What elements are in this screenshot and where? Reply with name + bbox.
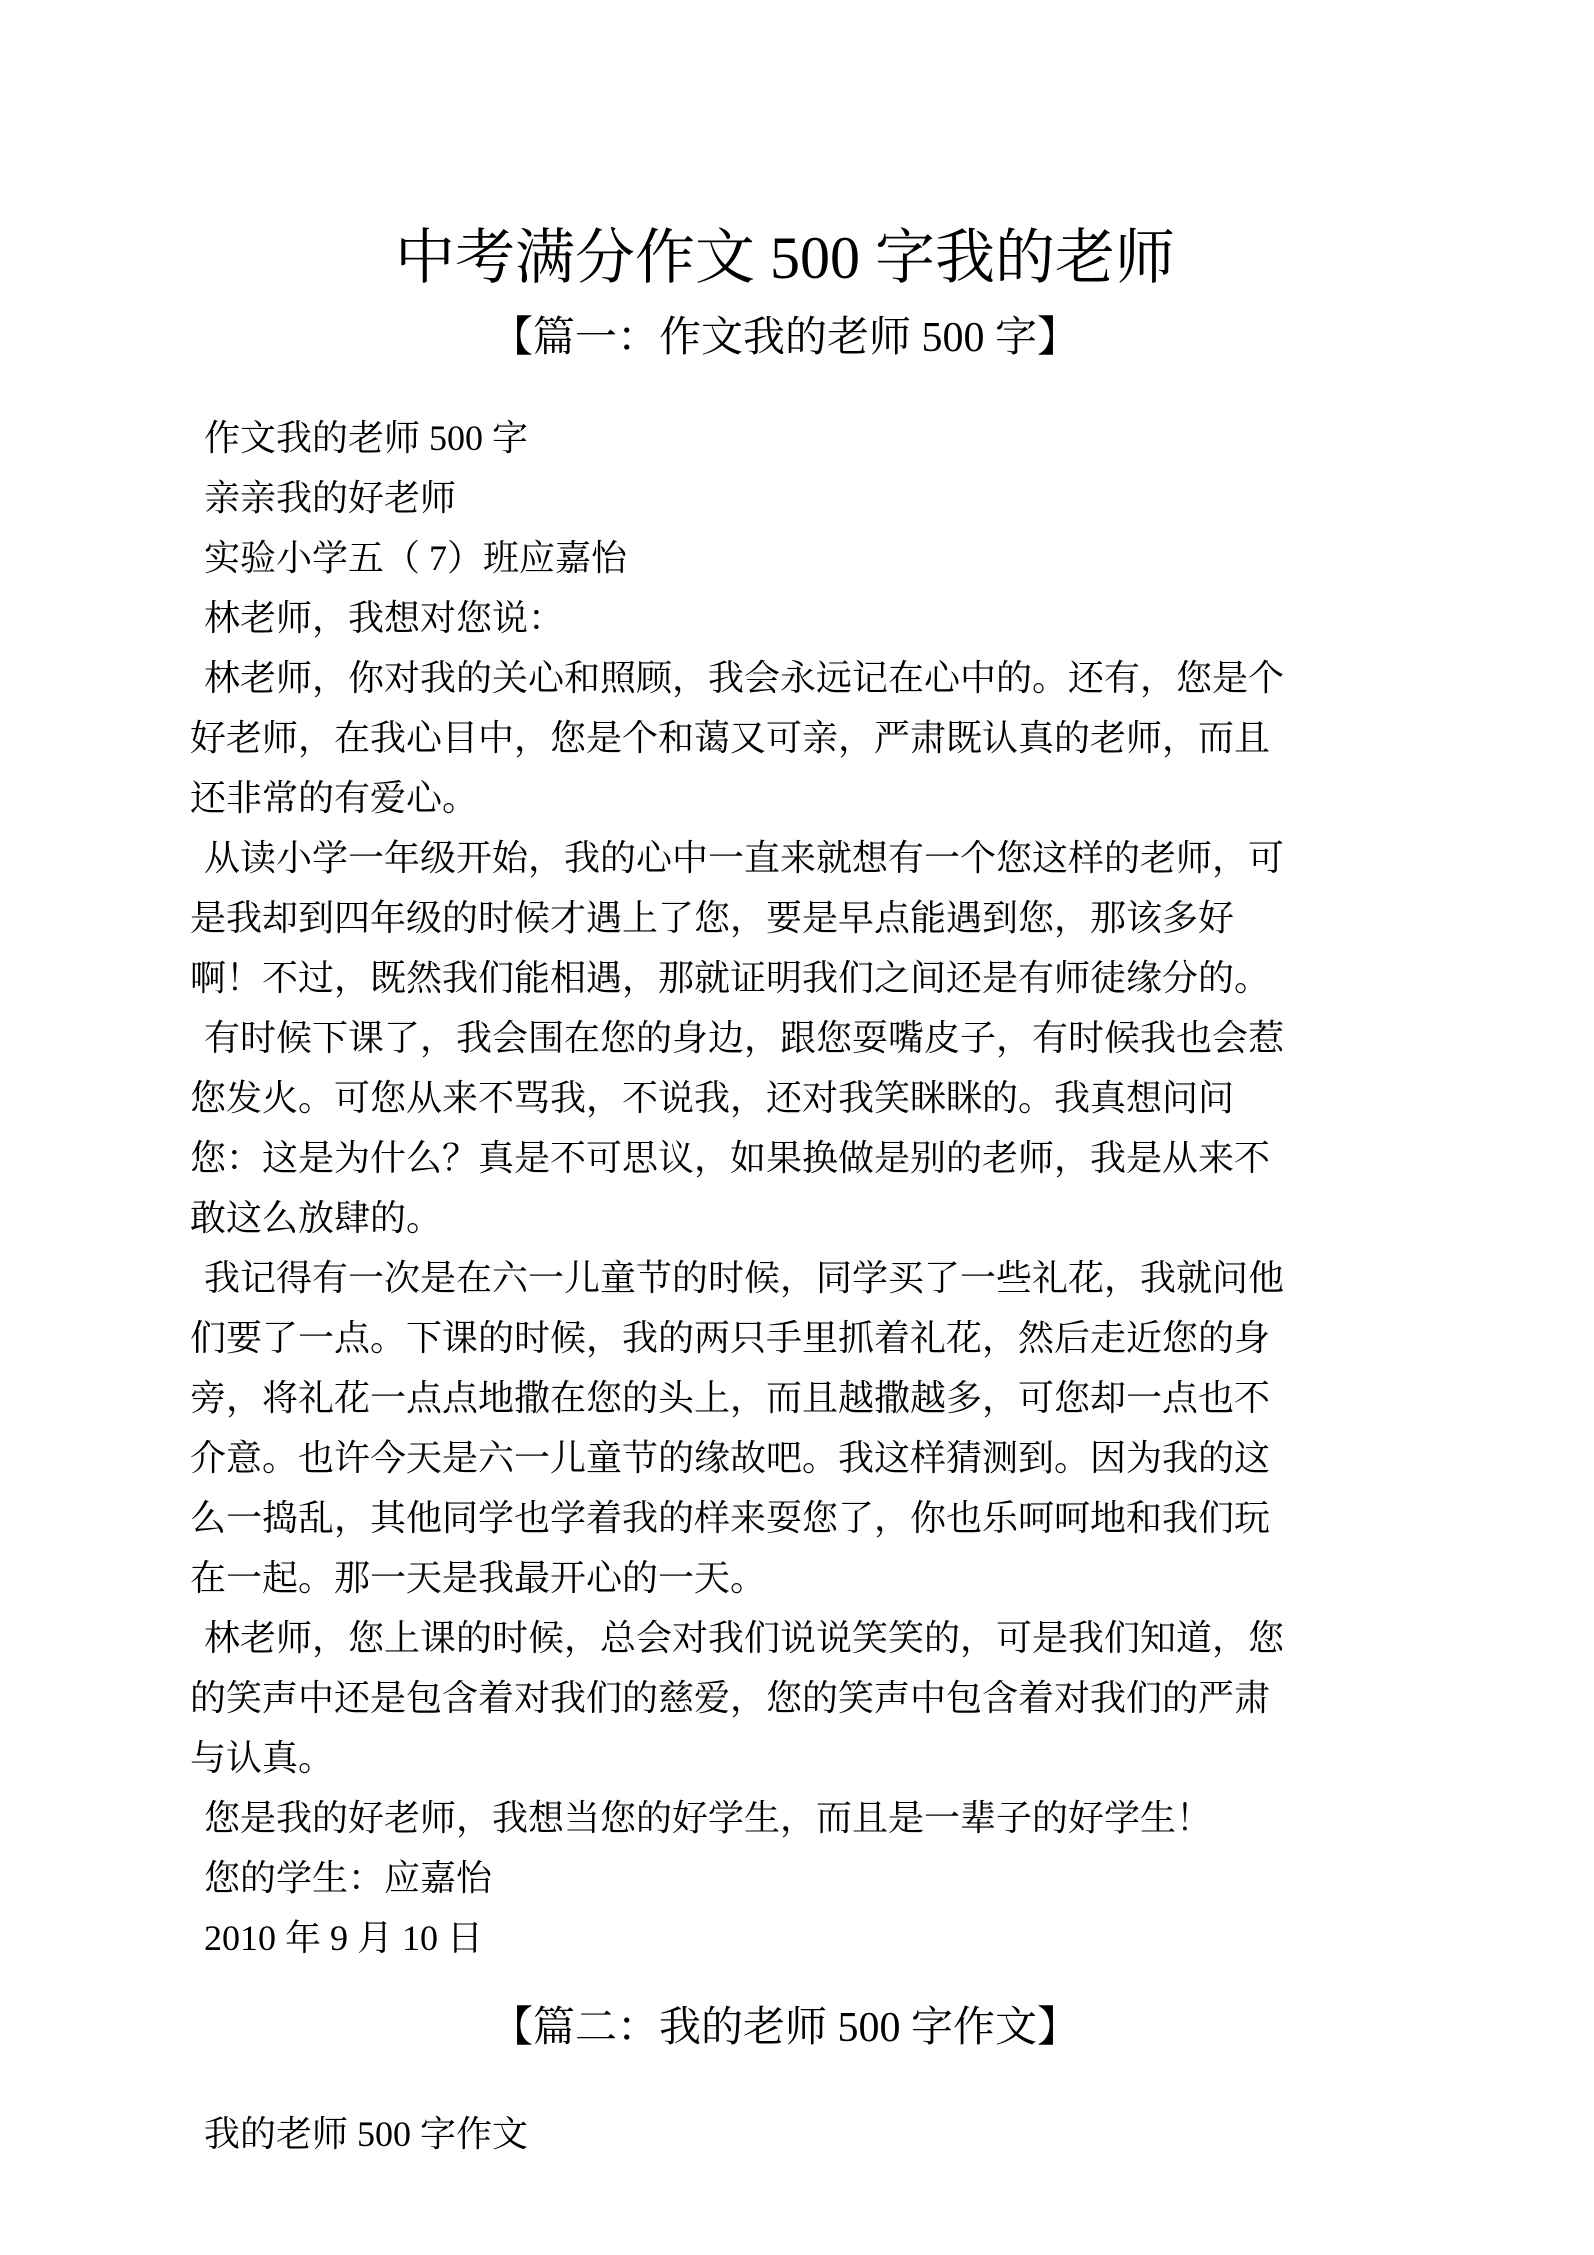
paragraph: 林老师，您上课的时候，总会对我们说说笑笑的，可是我们知道，您的笑声中还是包含着对我们的慈爱，您的笑声中包含着对我们的严肃与认真。 [190,1618,1285,1778]
paragraph: 有时候下课了，我会围在您的身边，跟您耍嘴皮子，有时候我也会惹您发火。可您从来不骂我，不说我，还对我笑眯眯的。我真想问问您：这是为什么？真是不可思议，如果换做是别的老师，我是从来不敢这么放肆的。 [190,1018,1285,1238]
paragraph: 您的学生：应嘉怡 [204,1858,493,1898]
paragraph: 2010 年 9 月 10 日 [204,1918,484,1958]
section1-body [190,408,1380,1968]
section1-heading: 【篇一：作文我的老师 500 字】 [490,315,1079,361]
paragraph: 从读小学一年级开始，我的心中一直来就想有一个您这样的老师，可是我却到四年级的时候才遇上了您，要是早点能遇到您，那该多好啊！不过，既然我们能相遇，那就证明我们之间还是有师徒缘分的。 [190,838,1285,998]
paragraph: 林老师，我想对您说： [204,598,565,638]
paragraph: 林老师，你对我的关心和照顾，我会永远记在心中的。还有，您是个好老师，在我心目中，您是个和蔼又可亲，严肃既认真的老师，而且还非常的有爱心。 [190,658,1285,818]
section2-body [190,2104,1380,2164]
paragraph: 亲亲我的好老师 [204,478,457,518]
paragraph: 我记得有一次是在六一儿童节的时候，同学买了一些礼花，我就问他们要了一点。下课的时候，我的两只手里抓着礼花，然后走近您的身旁，将礼花一点点地撒在您的头上，而且越撒越多，可您却一点也不介意。也许今天是六一儿童节的缘故吧。我这样猜测到。因为我的这么一捣乱，其他同学也学着我的样来耍您了，你也乐呵呵地和我们玩在一起。那一天是我最开心的一天。 [190,1258,1285,1598]
paragraph: 实验小学五（ 7）班应嘉怡 [204,538,628,578]
paragraph: 您是我的好老师，我想当您的好学生，而且是一辈子的好学生！ [204,1798,1213,1838]
section2-heading: 【篇二：我的老师 500 字作文】 [490,2005,1079,2051]
paragraph: 我的老师 500 字作文 [204,2114,529,2154]
document-title: 中考满分作文 500 字我的老师 [395,225,1175,291]
paragraph: 作文我的老师 500 字 [204,418,529,458]
